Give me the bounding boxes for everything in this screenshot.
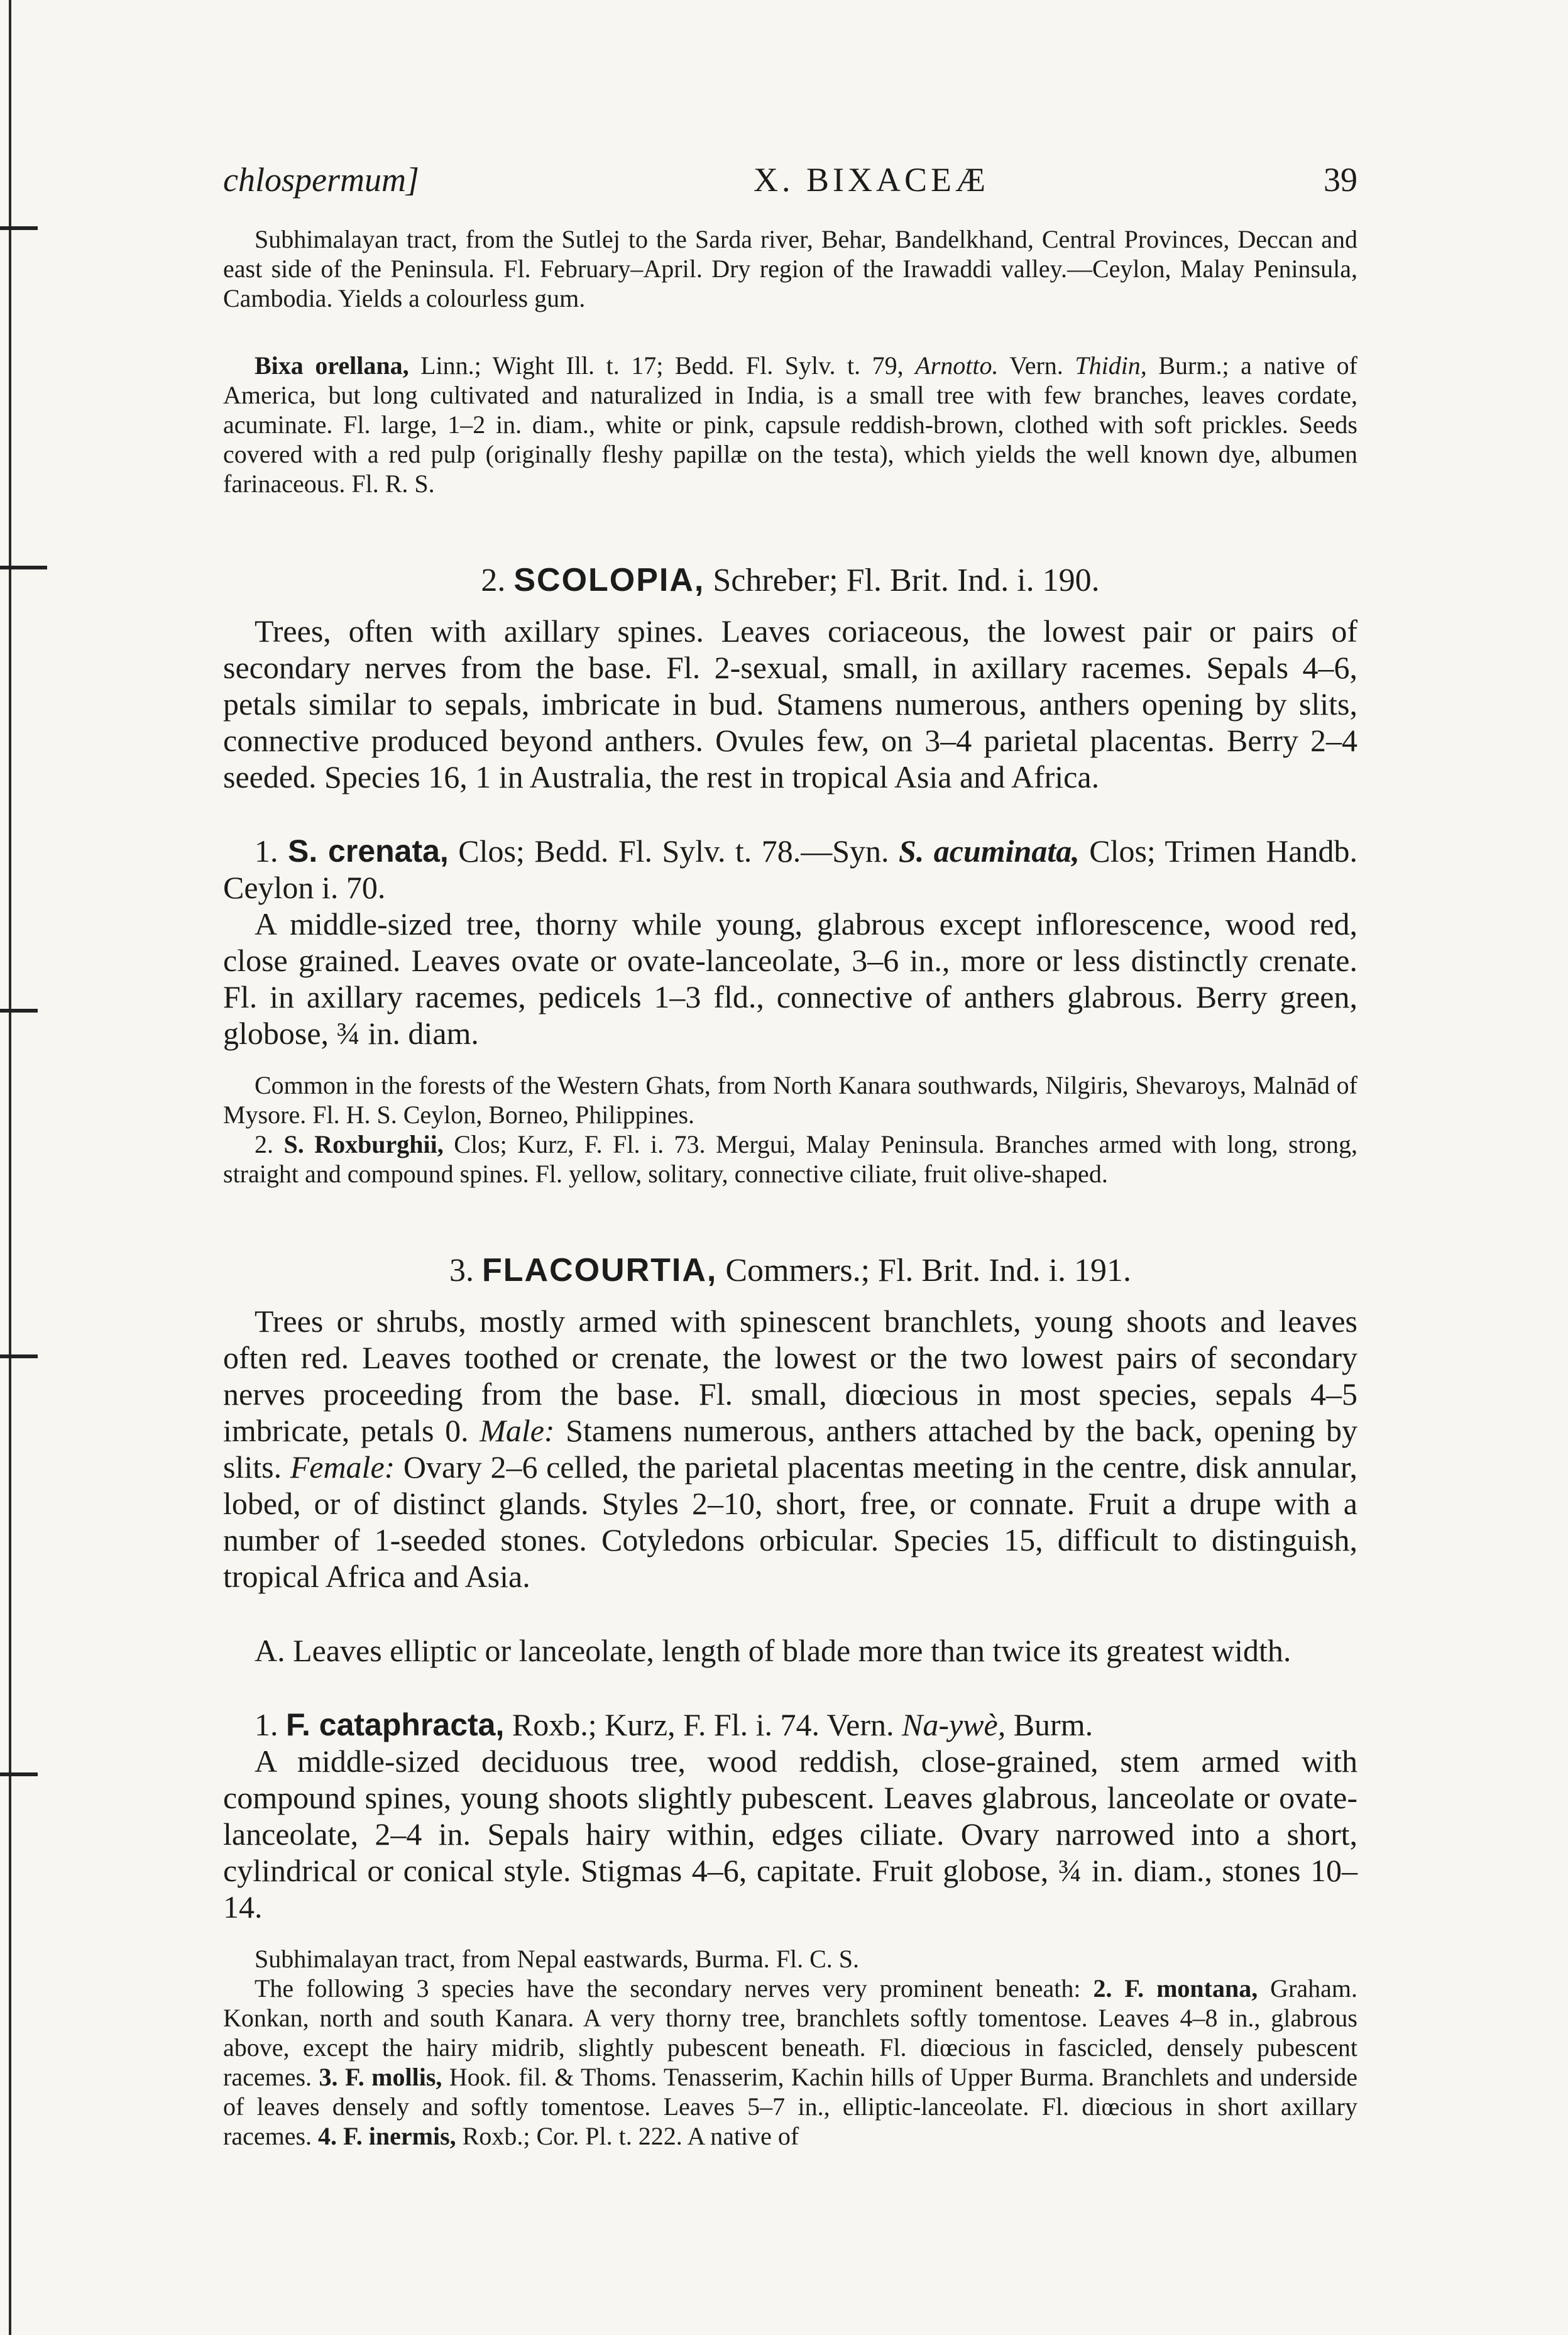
- species-name: Bixa orellana,: [255, 351, 409, 380]
- margin-mark: [0, 1772, 38, 1776]
- species-note: The following 3 species have the secondary nerves very prominent beneath: 2. F. montana, Graham. Konkan, north and south Kanara. A very thorny tree, branchlets softly tomentose. Leaves 4–8 in., glabrous above, except the hairy midrib, slightly pubescent beneath. Fl. diœcious in fascicled, densely pubescent racemes. 3. F. mollis, Hook. fil. & Thoms. Tenasserim, Kachin hills of Upper Burma. Branchlets and underside of leaves densely and softly tomentose. Leaves 5–7 in., elliptic-lanceolate. Fl. diœcious in short axillary racemes. 4. F. inermis, Roxb.; Cor. Pl. t. 222. A native of: [223, 1974, 1357, 2150]
- binding-edge: [9, 0, 11, 2335]
- genus-description: Trees, often with axillary spines. Leaves coriaceous, the lowest pair or pairs of secondary nerves from the base. Fl. 2-sexual, small, in axillary racemes. Sepals 4–6, petals similar to sepals, imbricate in bud. Stamens numerous, anthers opening by slits, connective produced beyond anthers. Ovules few, on 3–4 parietal placentas. Berry 2–4 seeded. Species 16, 1 in Australia, the rest in tropical Asia and Africa.: [223, 613, 1357, 794]
- bixa-paragraph: Bixa orellana, Linn.; Wight Ill. t. 17; Bedd. Fl. Sylv. t. 79, Arnotto. Vern. Thidin, Burm.; a native of America, but long cultivated and naturalized in India, is a small tree with few branches, leaves cordate, acuminate. Fl. large, 1–2 in. diam., white or pink, capsule reddish-brown, clothed with soft prickles. Seeds covered with a red pulp (originally fleshy papillæ on the testa), which yields the well known dye, albumen farinaceous. Fl. R. S.: [223, 351, 1357, 498]
- distribution-paragraph: Subhimalayan tract, from the Sutlej to the Sarda river, Behar, Bandelkhand, Central Provinces, Deccan and east side of the Peninsula. Fl. February–April. Dry region of the Irawaddi valley.—Ceylon, Malay Peninsula, Cambodia. Yields a colourless gum.: [223, 225, 1357, 312]
- margin-mark: [0, 226, 38, 230]
- species-distribution: Common in the forests of the Western Ghats, from North Kanara southwards, Nilgiris, Shevaroys, Malnād of Mysore. Fl. H. S. Ceylon, Borneo, Philippines.: [223, 1071, 1357, 1129]
- species-note: 2. S. Roxburghii, Clos; Kurz, F. Fl. i. 73. Mergui, Malay Peninsula. Branches armed with long, strong, straight and compound spines. Fl. yellow, solitary, connective ciliate, fruit olive-shaped.: [223, 1130, 1358, 1188]
- page-content: [223, 160, 1357, 2151]
- key-entry: A. Leaves elliptic or lanceolate, length of blade more than twice its greatest width.: [255, 1633, 1291, 1668]
- species-description: A middle-sized deciduous tree, wood reddish, close-grained, stem armed with compound spines, young shoots slightly pubescent. Leaves glabrous, lanceolate or ovate-lanceolate, 2–4 in. Sepals hairy within, edges ciliate. Ovary narrowed into a short, cylindrical or conical style. Stigmas 4–6, capitate. Fruit globose, ¾ in. diam., stones 10–14.: [223, 1744, 1357, 1925]
- header-title: X. BIXACEÆ: [753, 161, 989, 199]
- margin-mark: [0, 566, 47, 569]
- genus-heading-scolopia: 2. SCOLOPIA, Schreber; Fl. Brit. Ind. i. 190.: [481, 562, 1100, 598]
- page-number: 39: [1324, 161, 1357, 199]
- species-description: A middle-sized tree, thorny while young, glabrous except inflorescence, wood red, close grained. Leaves ovate or ovate-lanceolate, 3–6 in., more or less distinctly crenate. Fl. in axillary racemes, pedicels 1–3 fld., connective of anthers glabrous. Berry green, globose, ¾ in. diam.: [223, 906, 1357, 1051]
- genus-heading-flacourtia: 3. FLACOURTIA, Commers.; Fl. Brit. Ind. i. 191.: [449, 1252, 1132, 1288]
- species-distribution: Subhimalayan tract, from Nepal eastwards, Burma. Fl. C. S.: [255, 1945, 860, 1973]
- genus-description: Trees or shrubs, mostly armed with spinescent branchlets, young shoots and leaves often red. Leaves toothed or crenate, the lowest or the two lowest pairs of secondary nerves proceeding from the base. Fl. small, diœcious in most species, sepals 4–5 imbricate, petals 0. Male: Stamens numerous, anthers attached by the back, opening by slits. Female: Ovary 2–6 celled, the parietal placentas meeting in the centre, disk annular, lobed, or of distinct glands. Styles 2–10, short, free, or connate. Fruit a drupe with a number of 1-seeded stones. Cotyledons orbicular. Species 15, difficult to distinguish, tropical Africa and Asia.: [223, 1304, 1357, 1594]
- species-heading: 1. F. cataphracta, Roxb.; Kurz, F. Fl. i. 74. Vern. Na-ywè, Burm.: [255, 1707, 1094, 1742]
- header-left: chlospermum]: [223, 161, 419, 199]
- running-header: [223, 160, 1357, 199]
- margin-mark: [0, 1354, 38, 1358]
- species-heading: 1. S. crenata, Clos; Bedd. Fl. Sylv. t. 78.—Syn. S. acuminata, Clos; Trimen Handb. Ceylon i. 70.: [223, 833, 1358, 905]
- margin-mark: [0, 1009, 38, 1013]
